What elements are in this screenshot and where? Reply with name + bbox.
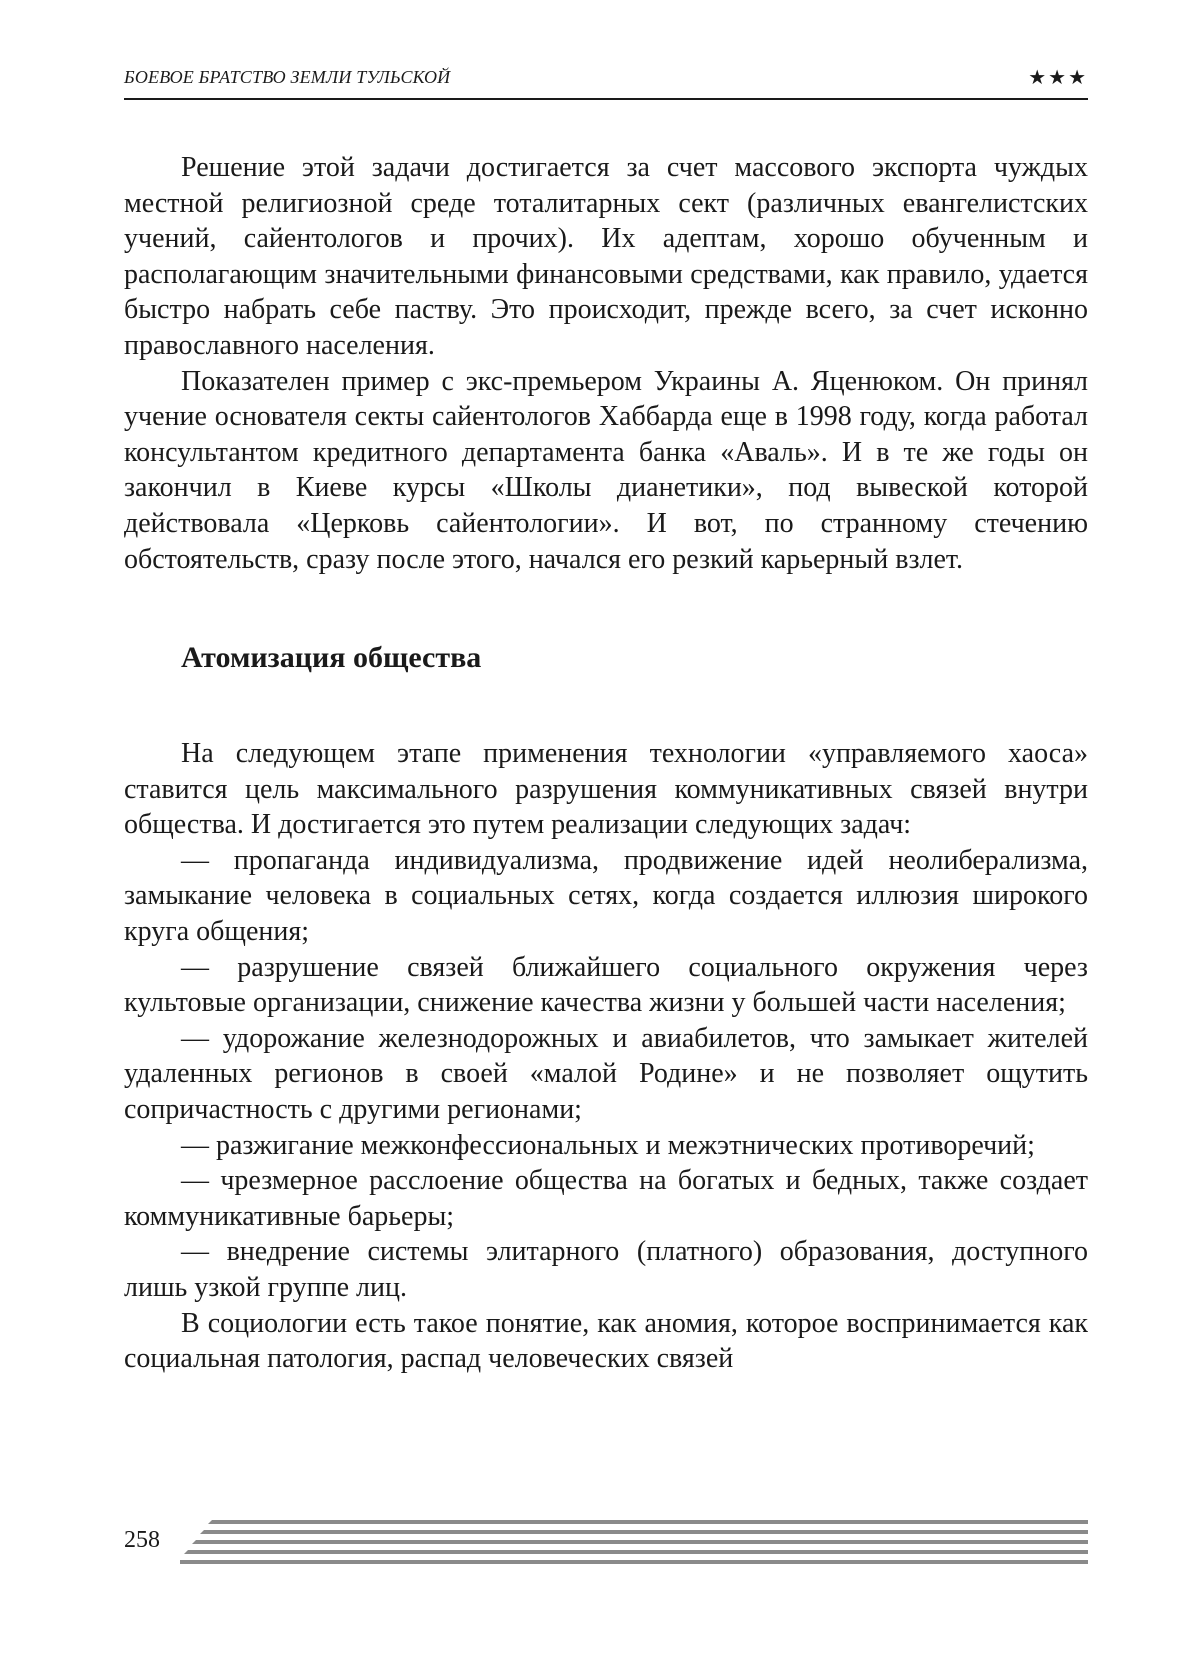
footer-stripe	[208, 1520, 1088, 1524]
header-rule	[124, 98, 1088, 100]
list-item: — чрезмерное расслоение общества на богатых и бедных, также создает коммуникативные барьеры;	[124, 1165, 1088, 1232]
list-item: — внедрение системы элитарного (платного) образования, доступного лишь узкой группе лиц.	[124, 1236, 1088, 1303]
paragraph: Решение этой задачи достигается за счет массового экспорта чуждых местной религиозной среде тоталитарных сект (различных евангелистских учений, сайентологов и прочих). Их адептам, хорошо обученным и располагающим значительными финансовыми средствами, как правило, удается быстро набрать себе паству. Это происходит, прежде всего, за счет исконно православного населения.	[124, 152, 1088, 361]
paragraph: В социологии есть такое понятие, как аномия, которое воспринимается как социальная патология, распад человеческих связей	[124, 1307, 1088, 1375]
footer-stripe	[180, 1560, 1088, 1564]
footer-stripe	[184, 1550, 1088, 1554]
running-header	[124, 66, 1088, 88]
stars-ornament: ★★★	[1028, 65, 1088, 89]
running-title: БОЕВОЕ БРАТСТВО ЗЕМЛИ ТУЛЬСКОЙ	[124, 67, 451, 87]
list-item: — разжигание межконфессиональных и межэтнических противоречий;	[181, 1129, 1035, 1161]
section-2-text	[124, 736, 1088, 1377]
page-number: 258	[124, 1527, 160, 1553]
footer-stripes-ornament	[180, 1520, 1088, 1564]
footer-stripe	[192, 1540, 1088, 1544]
paragraph: На следующем этапе применения технологии «управляемого хаоса» ставится цель максимального разрушения коммуникативных связей внутри общества. И достигается это путем реализации следующих задач:	[124, 738, 1088, 841]
section-heading: Атомизация общества	[181, 641, 482, 674]
list-item: — удорожание железнодорожных и авиабилетов, что замыкает жителей удаленных регионов в своей «малой Родине» и не позволяет ощутить сопричастность с другими регионами;	[124, 1022, 1088, 1125]
list-item: — разрушение связей ближайшего социального окружения через культовые организации, снижение качества жизни у большей части населения;	[124, 951, 1088, 1019]
list-item: — пропаганда индивидуализма, продвижение идей неолиберализма, замыкание человека в социальных сетях, когда создается иллюзия широкого круга общения;	[124, 844, 1088, 947]
footer-stripe	[200, 1530, 1088, 1534]
paragraph: Показателен пример с экс-премьером Украины А. Яценюком. Он принял учение основателя секты сайентологов Хаббарда еще в 1998 году, когда работал консультантом кредитного департамента банка «Аваль». И в те же годы он закончил в Киеве курсы «Школы дианетики», под вывеской которой действовала «Церковь сайентологии». И вот, по странному стечению обстоятельств, сразу после этого, начался его резкий карьерный взлет.	[124, 365, 1088, 575]
section-1-text	[124, 150, 1088, 577]
